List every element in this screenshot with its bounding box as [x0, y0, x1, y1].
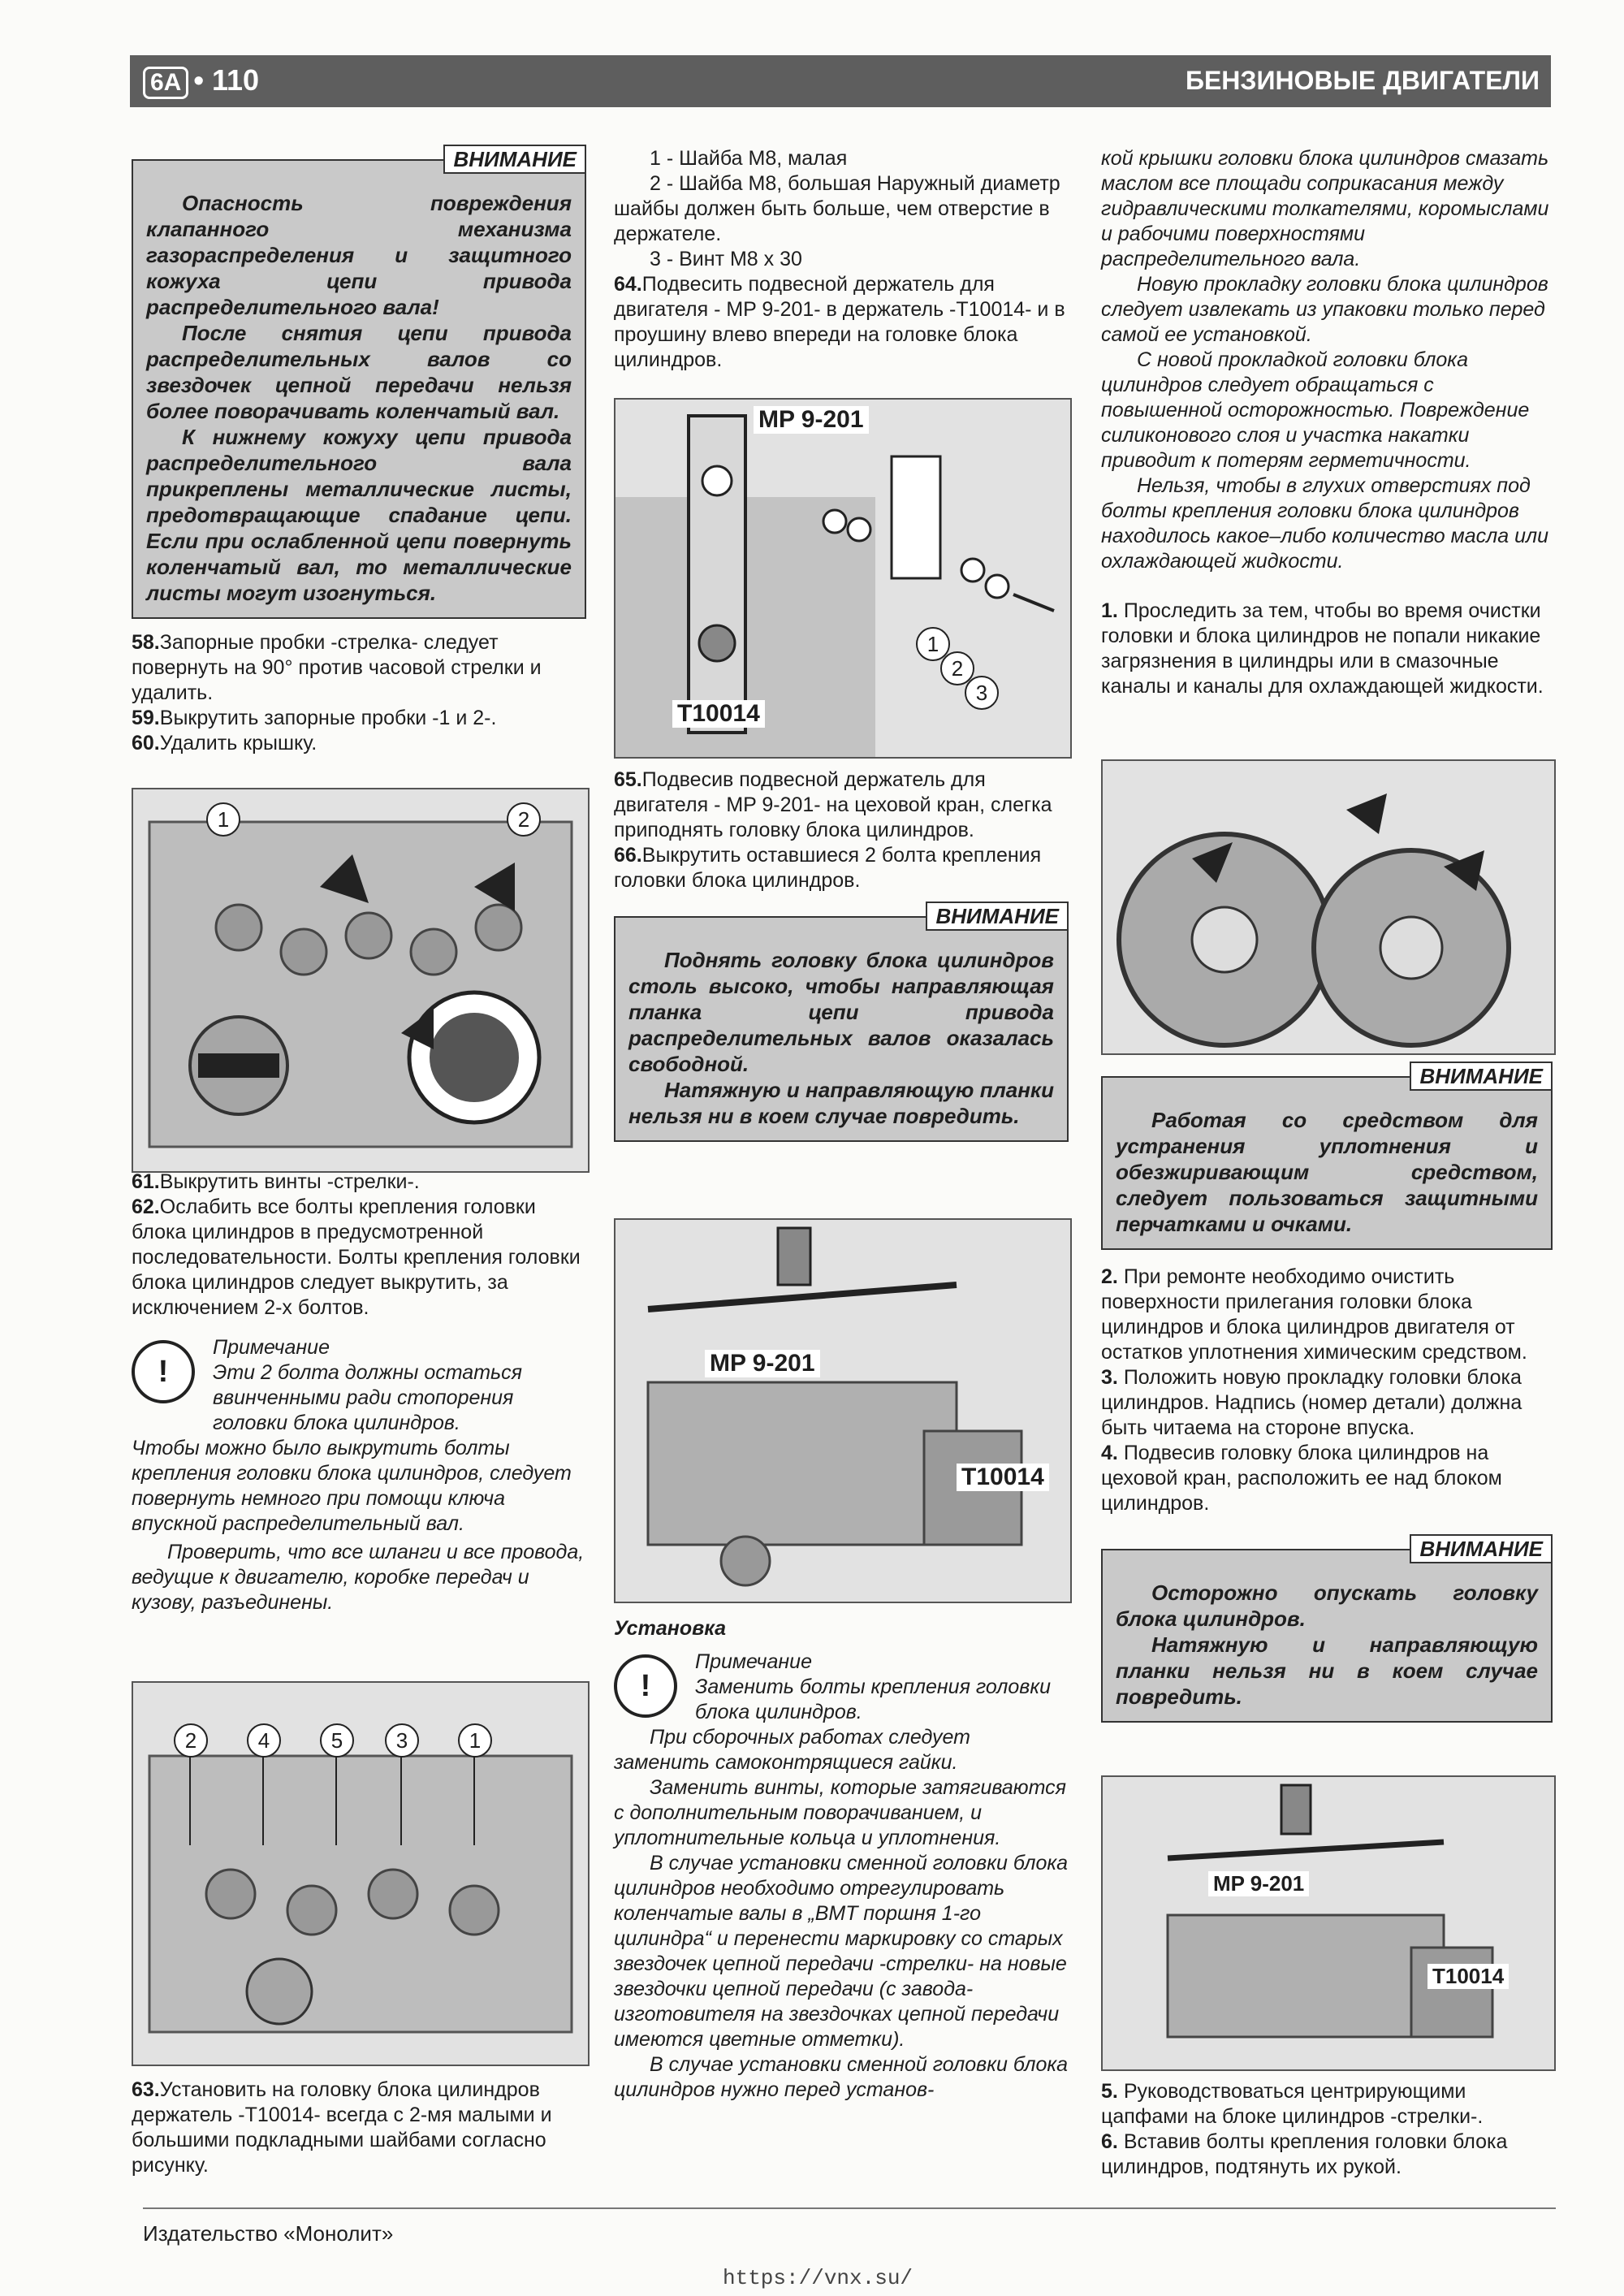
- warning-box: [132, 147, 586, 619]
- figure-lowering: [1101, 1775, 1556, 2071]
- callout-5: 5: [320, 1723, 354, 1758]
- warning-text: К нижнему кожуху цепи привода распределительного вала прикреплены металлические листы, предотвращающие спадание цепи. Если при ослабленной цепи повернуть коленчатый вал, то металлические листы могут изогнуться.: [146, 425, 572, 605]
- note-text: Чтобы можно было выкрутить болты крепления головки блока цилиндров, следует повернуть немного при помощи ключа впускной распределительный вал.: [132, 1437, 572, 1535]
- label-mp9201: MP 9-201: [705, 1350, 820, 1377]
- warning-box: [1101, 1064, 1553, 1250]
- page-header: [130, 55, 1551, 107]
- step-64: 64.Подвесить подвесной держатель для двигателя - MP 9-201- в держатель -T10014- и в проушину влево впереди на головке блока цилиндров.: [614, 273, 1065, 371]
- step-5: 5. Руководствоваться центрирующими цапфами на блоке цилиндров -стрелки-.: [1101, 2080, 1484, 2128]
- label-t10014: T10014: [1427, 1964, 1509, 1989]
- callout-2: 2: [174, 1723, 208, 1758]
- engine-lift-illustration: [615, 1220, 1070, 1602]
- callout-4: 4: [247, 1723, 281, 1758]
- note-text: Заменить винты, которые затягиваются с дополнительным поворачиванием, и уплотнительные кольца и уплотнения.: [614, 1776, 1066, 1849]
- note-text: При сборочных работах следует заменить самоконтрящиеся гайки.: [614, 1726, 970, 1774]
- callout-1: 1: [458, 1723, 492, 1758]
- note-block: [614, 1650, 1069, 2103]
- figure-lifting: [614, 1218, 1072, 1603]
- warning-text: Натяжную и направляющую планки нельзя ни в коем случае повредить.: [1116, 1632, 1538, 1709]
- callout-1: 1: [916, 627, 950, 661]
- column-2-mid: [614, 767, 1069, 1142]
- note-text: Заменить болты крепления головки блока цилиндров.: [695, 1676, 1052, 1723]
- step-1: 1. Проследить за тем, чтобы во время очистки головки и блока цилиндров не попали никакие загрязнения в цилиндры или в смазочные каналы и каналы для охлаждающей жидкости.: [1101, 599, 1544, 698]
- column-3-bottom: [1101, 2079, 1553, 2180]
- figure-valve-cover: [132, 788, 590, 1173]
- label-t10014: T10014: [672, 700, 765, 728]
- text-paragraph: кой крышки головки блока цилиндров смазать маслом все площади соприкасания между гидравлическими толкателями, коромыслами и рабочими поверхностями распределительного вала.: [1101, 147, 1549, 270]
- source-url[interactable]: https://vnx.su/: [723, 2266, 914, 2290]
- warning-text: Работая со средством для устранения уплотнения и обезжиривающим средством, следует пользоваться защитными перчатками и очками.: [1116, 1108, 1538, 1236]
- engine-lower-illustration: [1103, 1777, 1554, 2069]
- chapter-badge: 6A: [143, 67, 188, 99]
- legend-item-2: 2 - Шайба М8, большая Наружный диаметр шайбы должен быть больше, чем отверстие в держателе.: [614, 172, 1060, 245]
- warning-tag: ВНИМАНИЕ: [443, 145, 586, 174]
- figure-sprockets: [1101, 759, 1556, 1055]
- note-text: В случае установки сменной головки блока цилиндров нужно перед установ-: [614, 2053, 1069, 2101]
- step-4: 4. Подвесив головку блока цилиндров на цеховой кран, расположить ее над блоком цилиндров.: [1101, 1442, 1502, 1515]
- column-1: [132, 147, 586, 756]
- warning-text: Натяжную и направляющую планки нельзя ни в коем случае повредить.: [628, 1078, 1054, 1128]
- warning-text: Поднять головку блока цилиндров столь высоко, чтобы направляющая планка цепи привода распределительных валов оказалась свободной.: [628, 948, 1054, 1076]
- warning-text: После снятия цепи привода распределительных валов со звездочек цепной передачи нельзя более поворачивать коленчатый вал.: [146, 321, 572, 423]
- note-text: Эти 2 болта должны остаться ввинченными ради стопорения головки блока цилиндров.: [213, 1361, 523, 1434]
- note-text: В случае установки сменной головки блока цилиндров необходимо отрегулировать коленчатые валы в „ВМТ поршня 1-го цилиндра“ и перенести маркировку со старых звездочек цепной передачи -стрелки- на новые звездочки цепной передачи (с завода-изготовителя на звездочках цепной передачи имеются цветные отметки).: [614, 1852, 1069, 2051]
- note-block: [132, 1335, 586, 1537]
- step-2: 2. При ремонте необходимо очистить поверхности прилегания головки блока цилиндров и блока цилиндров двигателя от остатков уплотнения химическим средством.: [1101, 1265, 1527, 1364]
- step-6: 6. Вставив болты крепления головки блока цилиндров, подтянуть их рукой.: [1101, 2130, 1508, 2178]
- lightbulb-icon: !: [132, 1340, 195, 1403]
- step-60: 60.Удалить крышку.: [132, 732, 317, 755]
- engine-head-illustration: [133, 789, 588, 1171]
- section-title: БЕНЗИНОВЫЕ ДВИГАТЕЛИ: [1185, 66, 1540, 95]
- note-heading: Примечание: [213, 1336, 330, 1359]
- step-59: 59.Выкрутить запорные пробки -1 и 2-.: [132, 707, 497, 729]
- column-1-mid: [132, 1170, 586, 1615]
- figure-bolt-sequence: [132, 1681, 590, 2066]
- warning-tag: ВНИМАНИЕ: [1410, 1062, 1553, 1091]
- callout-3: 3: [965, 676, 999, 710]
- label-mp9201: MP 9-201: [754, 406, 869, 434]
- warning-box: [1101, 1537, 1553, 1723]
- lightbulb-icon: !: [614, 1654, 677, 1718]
- step-3: 3. Положить новую прокладку головки блока цилиндров. Надпись (номер детали) должна быть читаема на стороне впуска.: [1101, 1366, 1522, 1439]
- column-3: [1101, 146, 1553, 699]
- callout-2: 2: [940, 651, 974, 685]
- callout-2: 2: [507, 802, 541, 837]
- text-paragraph: Нельзя, чтобы в глухих отверстиях под болты крепления головки блока цилиндров находилось какое–либо количество масла или охлаждающей жидкости.: [1101, 474, 1549, 573]
- text-paragraph: Новую прокладку головки блока цилиндров следует извлекать из упаковки только перед самой ее установкой.: [1101, 273, 1548, 346]
- warning-text: Осторожно опускать головку блока цилиндров.: [1116, 1580, 1538, 1631]
- label-mp9201: MP 9-201: [1208, 1871, 1309, 1896]
- step-58: 58.Запорные пробки -стрелка- следует повернуть на 90° против часовой стрелки и удалить.: [132, 631, 542, 704]
- step-61: 61.Выкрутить винты -стрелки-.: [132, 1170, 420, 1193]
- column-2: [614, 146, 1069, 373]
- figure-holder: [614, 398, 1072, 759]
- check-paragraph: Проверить, что все шланги и все провода, ведущие к двигателю, коробке передач и кузову, разъединены.: [132, 1541, 585, 1614]
- column-2-bottom: [614, 1616, 1069, 2103]
- callout-1: 1: [206, 802, 240, 837]
- warning-text: Опасность повреждения клапанного механизма газораспределения и защитного кожуха цепи привода распределительного вала!: [146, 191, 572, 319]
- warning-tag: ВНИМАНИЕ: [1410, 1534, 1553, 1563]
- footer-divider: [143, 2207, 1556, 2209]
- step-63: 63.Установить на головку блока цилиндров держатель -T10014- всегда с 2-мя малыми и большими подкладными шайбами согласно рисунку.: [132, 2078, 552, 2177]
- install-heading: Установка: [614, 1617, 727, 1640]
- warning-tag: ВНИМАНИЕ: [926, 902, 1069, 931]
- column-3-mid: [1101, 1064, 1553, 1723]
- column-1-bottom: [132, 2078, 586, 2178]
- sprocket-illustration: [1103, 761, 1554, 1053]
- note-heading: Примечание: [695, 1650, 812, 1673]
- text-paragraph: С новой прокладкой головки блока цилиндров следует обращаться с повышенной осторожностью. Повреждение силиконового слоя и участка накатки приводит к потерям герметичности.: [1101, 348, 1530, 472]
- page-number: 6A • 110: [143, 63, 259, 99]
- step-65: 65.Подвесив подвесной держатель для двигателя - MP 9-201- на цеховой кран, слегка приподнять головку блока цилиндров.: [614, 768, 1052, 841]
- publisher: Издательство «Монолит»: [143, 2221, 394, 2246]
- step-62: 62.Ослабить все болты крепления головки блока цилиндров в предусмотренной последовательности. Болты крепления головки блока цилиндров следует выкрутить, за исключением 2-х болтов.: [132, 1196, 581, 1319]
- label-t10014: T10014: [957, 1464, 1049, 1491]
- warning-box: [614, 904, 1069, 1142]
- step-66: 66.Выкрутить оставшиеся 2 болта крепления головки блока цилиндров.: [614, 844, 1042, 892]
- legend-item-3: 3 - Винт М8 x 30: [650, 248, 802, 270]
- callout-3: 3: [385, 1723, 419, 1758]
- legend-item-1: 1 - Шайба М8, малая: [650, 147, 848, 170]
